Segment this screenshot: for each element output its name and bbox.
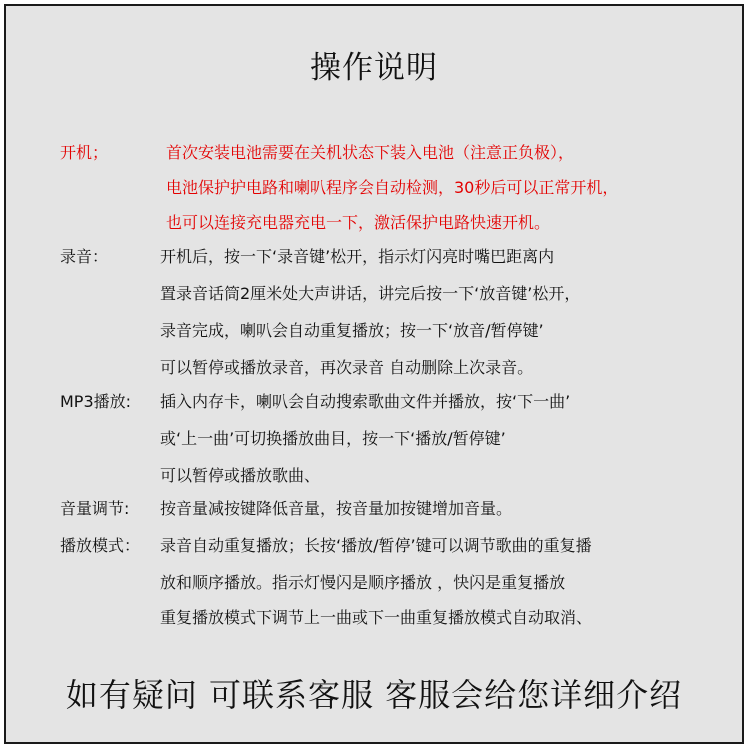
section-line: 也可以连接充电器充电一下，激活保护电路快速开机。 (166, 213, 551, 232)
section-label-play-mode: 播放模式： (60, 536, 141, 555)
section-line: 开机后，按一下‘录音键’松开，指示灯闪亮时嘴巴距离内 (160, 247, 555, 266)
section-line: 可以暂停或播放歌曲、 (160, 466, 321, 485)
section-line: 按音量减按键降低音量，按音量加按键增加音量。 (160, 499, 513, 518)
section-line: 重复播放模式下调节上一曲或下一曲重复播放模式自动取消、 (160, 608, 593, 627)
section-line: 或‘上一曲’可切换播放曲目，按一下‘播放/暂停键’ (160, 429, 506, 448)
section-label-power-on: 开机； (60, 143, 109, 162)
section-line: 可以暂停或播放录音，再次录音 自动删除上次录音。 (160, 358, 534, 377)
section-label-volume: 音量调节: (60, 499, 130, 518)
instructions-card (4, 4, 744, 744)
section-line: 录音自动重复播放；长按‘播放/暂停’键可以调节歌曲的重复播 (160, 536, 592, 555)
section-line: 放和顺序播放。指示灯慢闪是顺序播放 ，快闪是重复播放 (160, 573, 566, 592)
footer-contact-note: 如有疑问 可联系客服 客服会给您详细介绍 (65, 676, 683, 714)
section-label-recording: 录音： (60, 247, 109, 266)
page-title: 操作说明 (310, 50, 438, 86)
section-label-mp3-playback: MP3播放: (60, 392, 132, 411)
section-line: 电池保护护电路和喇叭程序会自动检测，30秒后可以正常开机， (166, 178, 619, 197)
section-line: 置录音话筒2厘米处大声讲话，讲完后按一下‘放音键’松开， (160, 284, 581, 303)
section-line: 插入内存卡，喇叭会自动搜索歌曲文件并播放，按‘下一曲’ (160, 392, 571, 411)
section-line: 录音完成，喇叭会自动重复播放；按一下‘放音/暂停键’ (160, 321, 544, 340)
section-line: 首次安装电池需要在关机状态下装入电池（注意正负极）， (166, 143, 575, 162)
